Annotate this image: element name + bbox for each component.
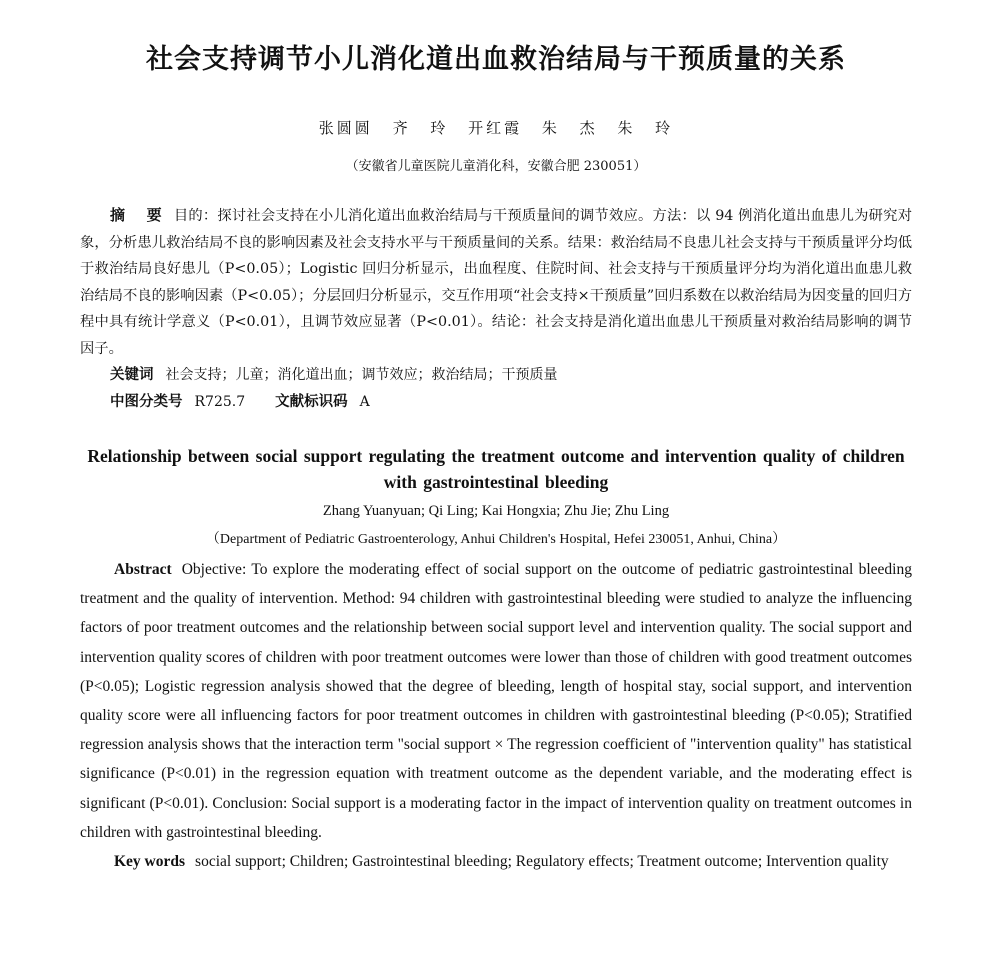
document-code: A (359, 394, 370, 410)
classification-line (80, 389, 912, 416)
chinese-authors: 张圆圆 齐 玲 开红霞 朱 杰 朱 玲 (318, 119, 674, 137)
english-abstract-text: Objective: To explore the moderating effect of social support on the outcome of pediatric gastrointestinal bleeding treatment and the quality of intervention. Method: 94 children with gastrointestinal bleeding were studied to analyze the influencing factors of poor treatment outcomes and the relationship between social support level and intervention quality. The social support and intervention quality scores of children with poor treatment outcomes were lower than those of children with good treatment outcomes (P<0.05); Logistic regression analysis showed that the degree of bleeding, length of hospital stay, social support, and intervention quality score were all influencing factors for poor treatment outcomes in children with gastrointestinal bleeding (P<0.05); Stratified regression analysis shows that the interaction term "social support × The regression coefficient of "intervention quality" has statistical significance (P<0.01) in the regression equation with treatment outcome as the dependent variable, and the moderating effect is significant (P<0.01). Conclusion: Social support is a moderating factor in the impact of intervention quality on treatment outcomes in children with gastrointestinal bleeding. (80, 561, 912, 841)
english-affiliation: （Department of Pediatric Gastroenterology, Anhui Children's Hospital, Hefei 230051, Anhui, China） (205, 532, 787, 547)
clc-number: R725.7 (194, 394, 246, 410)
chinese-abstract-label: 摘 要 (110, 206, 170, 224)
chinese-abstract-text: 目的：探讨社会支持在小儿消化道出血救治结局与干预质量间的调节效应。方法：以 94 例消化道出血患儿为研究对象，分析患儿救治结局不良的影响因素及社会支持水平与干预质量间的关系。结果：救治结局不良患儿社会支持与干预质量评分均低于救治结局良好患儿（P<0.05）；Logistic 回归分析显示，出血程度、住院时间、社会支持与干预质量评分均为消化道出血患儿救治结局不良的影响因素（P<0.05）；分层回归分析显示，交互作用项“社会支持×干预质量”回归系数在以救治结局为因变量的回归方程中具有统计学意义（P<0.01），且调节效应显著（P<0.01）。结论：社会支持是消化道出血患儿干预质量对救治结局影响的调节因子。 (80, 208, 912, 357)
chinese-affiliation: （安徽省儿童医院儿童消化科，安徽合肥 230051） (345, 159, 647, 174)
chinese-title: 社会支持调节小儿消化道出血救治结局与干预质量的关系 (146, 44, 846, 75)
chinese-abstract (80, 202, 912, 362)
chinese-keywords (80, 362, 912, 389)
english-keywords (80, 847, 912, 876)
english-abstract (80, 555, 912, 847)
document-code-label: 文献标识码 (275, 394, 348, 410)
english-keywords-label: Key words (114, 853, 186, 871)
english-title: Relationship between social support regulating the treatment outcome and intervention quality of children with gastrointestinal bleeding (87, 446, 905, 492)
english-authors: Zhang Yuanyuan; Qi Ling; Kai Hongxia; Zhu Jie; Zhu Ling (322, 503, 670, 519)
chinese-keywords-text: 社会支持；儿童；消化道出血；调节效应；救治结局；干预质量 (165, 367, 558, 383)
english-abstract-label: Abstract (114, 561, 172, 578)
clc-label: 中图分类号 (110, 394, 183, 410)
chinese-keywords-label: 关键词 (110, 367, 154, 383)
english-keywords-text: social support; Children; Gastrointestinal bleeding; Regulatory effects; Treatment outcome; Intervention quality (195, 853, 889, 871)
